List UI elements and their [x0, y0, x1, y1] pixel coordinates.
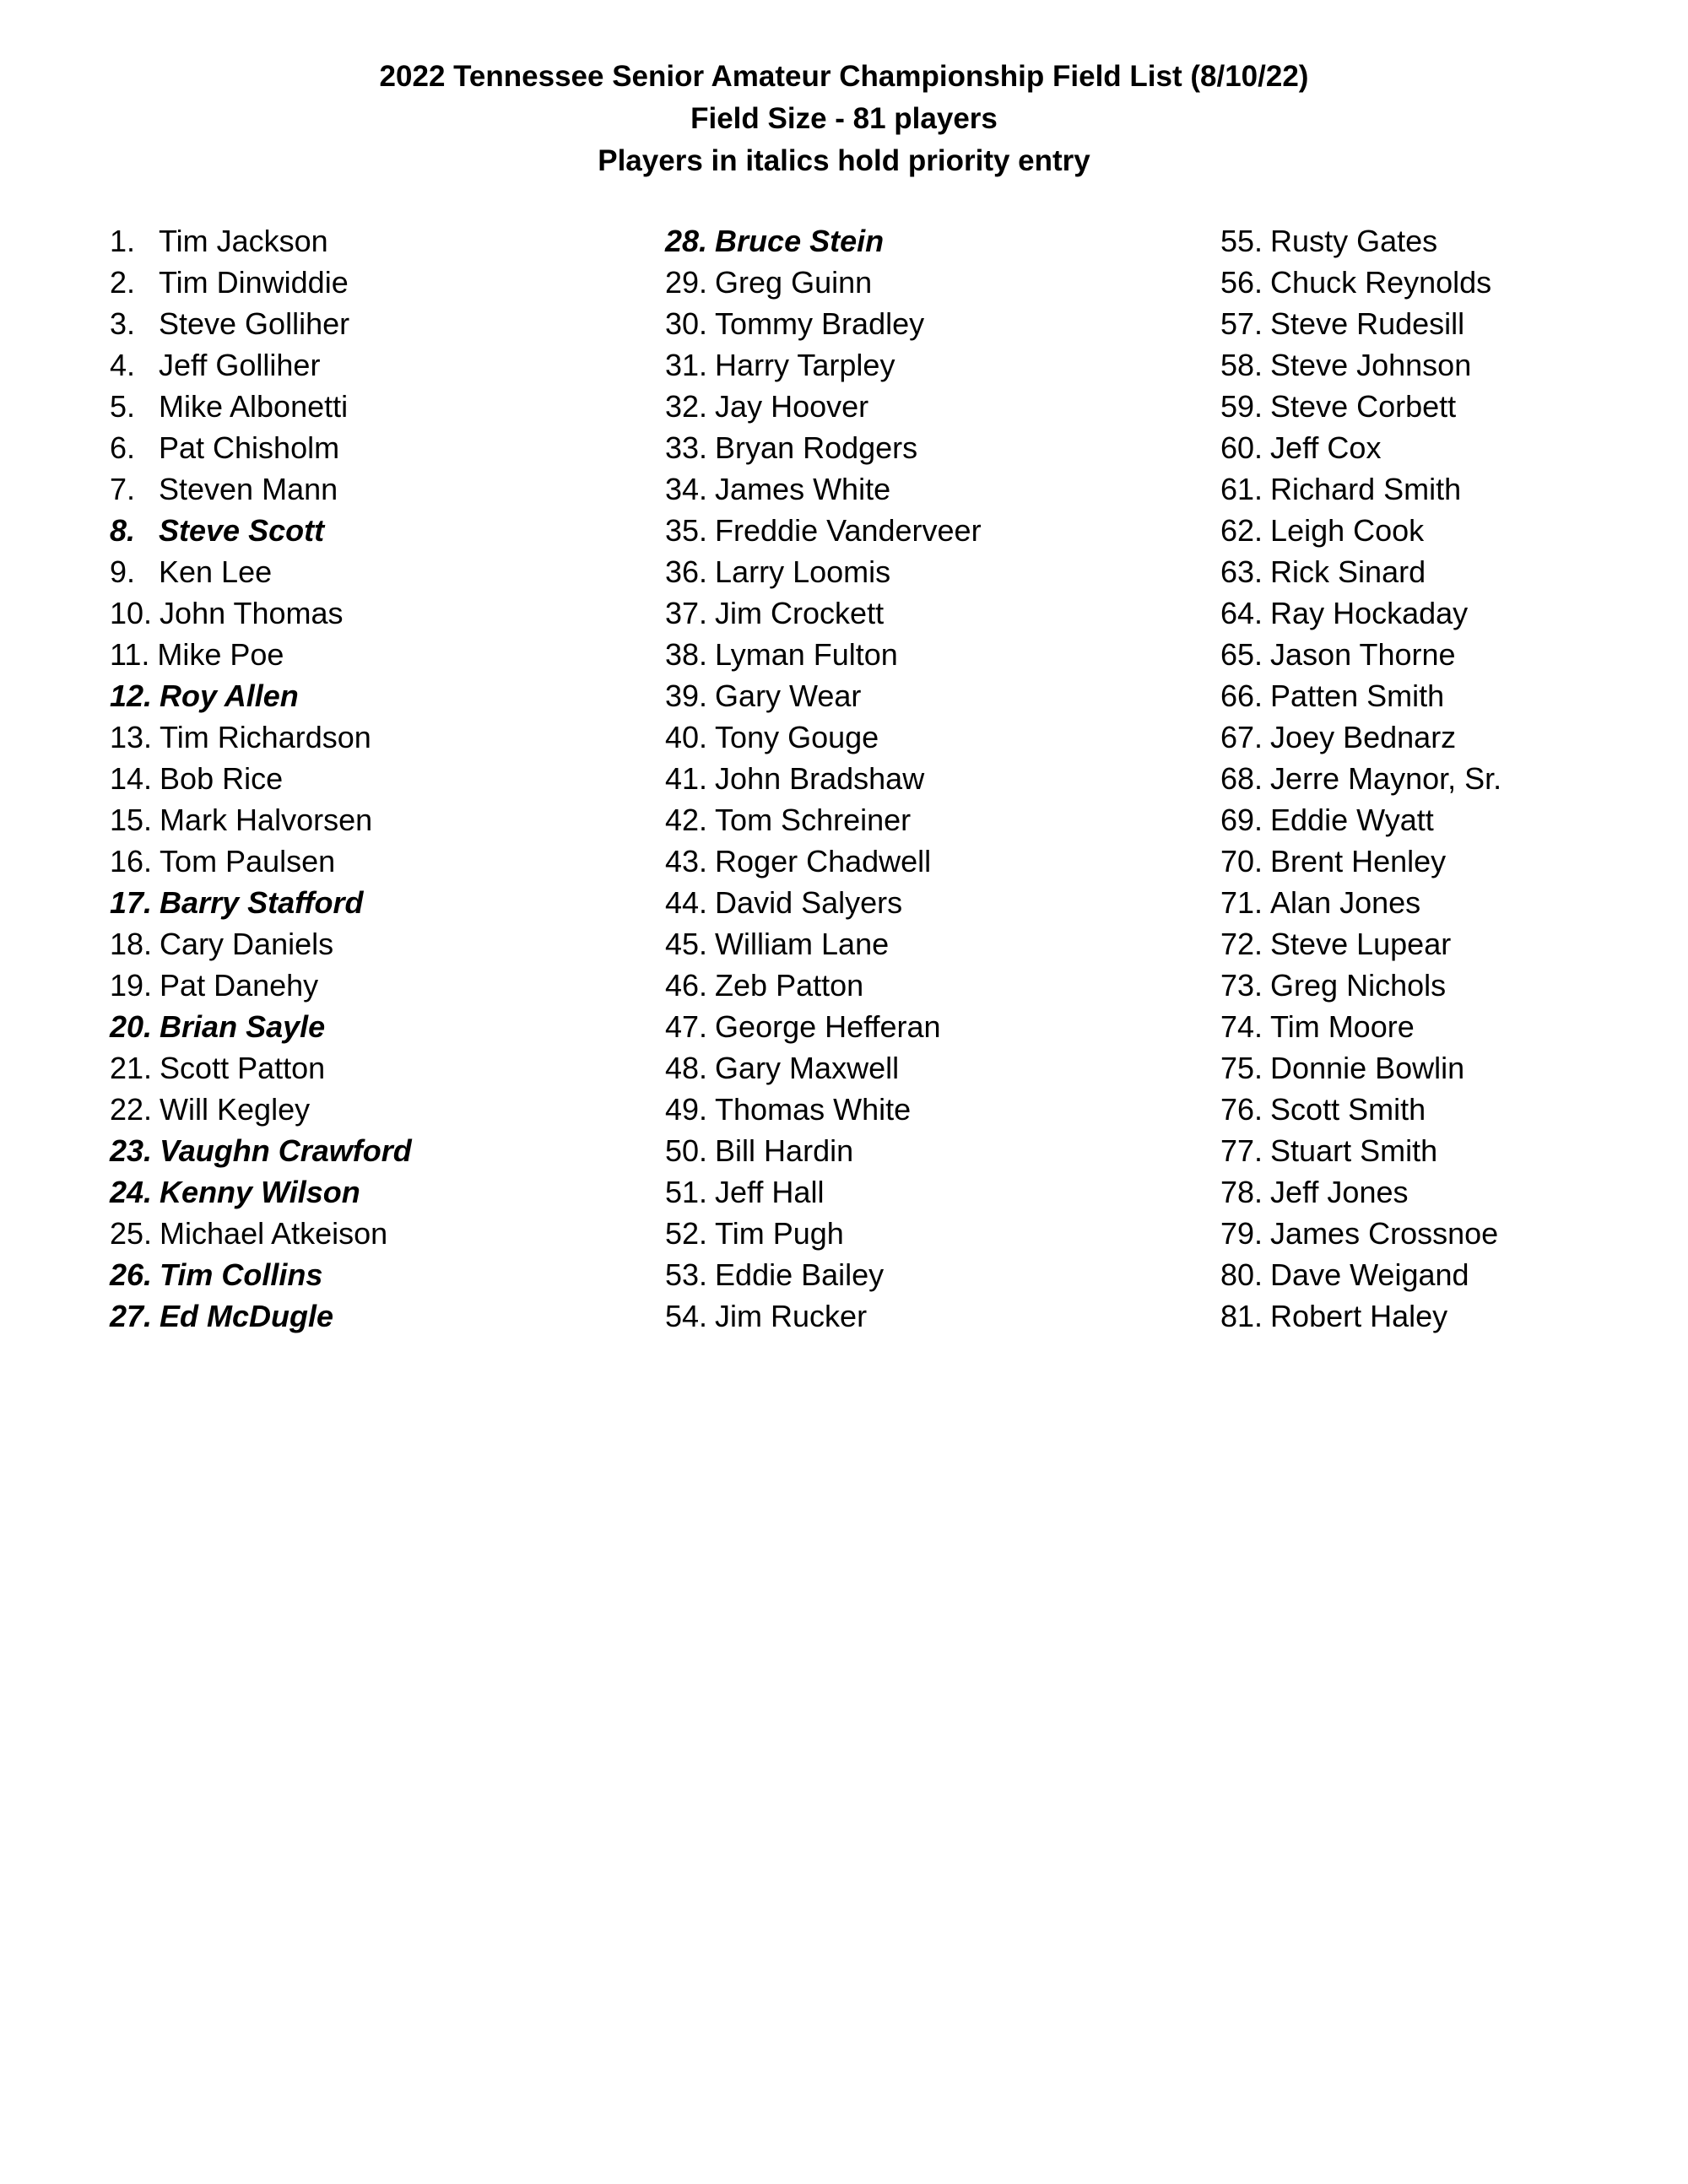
player-name: Vaughn Crawford: [160, 1133, 412, 1168]
player-number: 34.: [665, 472, 708, 506]
player-entry: [110, 1213, 650, 1254]
player-entry: [1220, 1213, 1688, 1254]
player-entry: [1220, 799, 1688, 841]
player-name: Bob Rice: [160, 761, 284, 796]
player-entry: [665, 592, 1205, 634]
player-name: Pat Danehy: [160, 968, 319, 1003]
player-entry: [110, 220, 650, 262]
player-number: 5.: [110, 389, 136, 424]
player-name: Jeff Jones: [1270, 1175, 1409, 1209]
player-number: 43.: [665, 844, 708, 878]
player-entry: [110, 634, 650, 675]
player-number: 7.: [110, 472, 136, 506]
player-name: Scott Patton: [160, 1051, 326, 1085]
player-entry: [1220, 303, 1688, 344]
player-name: Steve Golliher: [159, 306, 350, 341]
player-name: Richard Smith: [1270, 472, 1462, 506]
player-name: Bruce Stein: [715, 224, 885, 258]
player-number: 25.: [110, 1216, 153, 1251]
player-number: 76.: [1220, 1092, 1263, 1127]
player-number: 14.: [110, 761, 153, 796]
player-number: 64.: [1220, 596, 1263, 630]
player-name: Cary Daniels: [160, 927, 334, 961]
player-name: Tommy Bradley: [715, 306, 925, 341]
player-entry: [1220, 716, 1688, 758]
player-entry: [1220, 220, 1688, 262]
player-number: 27.: [110, 1299, 153, 1333]
player-entry: [665, 923, 1205, 965]
player-entry: [110, 386, 650, 427]
player-name: Tim Dinwiddie: [159, 265, 349, 300]
player-number: 68.: [1220, 761, 1263, 796]
player-name: Brian Sayle: [160, 1009, 326, 1044]
player-number: 47.: [665, 1009, 708, 1044]
player-entry: [1220, 1130, 1688, 1171]
player-entry: [665, 1047, 1205, 1089]
player-name: Greg Guinn: [715, 265, 873, 300]
player-entry: [1220, 427, 1688, 468]
player-entry: [110, 923, 650, 965]
player-entry: [665, 386, 1205, 427]
player-entry: [665, 675, 1205, 716]
player-name: Tom Schreiner: [715, 803, 912, 837]
player-entry: [110, 1006, 650, 1047]
player-entry: [110, 882, 650, 923]
player-number: 36.: [665, 554, 708, 589]
player-name: Zeb Patton: [715, 968, 864, 1003]
player-entry: [665, 1254, 1205, 1295]
player-name: Mike Albonetti: [159, 389, 349, 424]
player-entry: [665, 1171, 1205, 1213]
player-number: 22.: [110, 1092, 153, 1127]
player-name: Brent Henley: [1270, 844, 1447, 878]
player-number: 39.: [665, 678, 708, 713]
player-name: Ray Hockaday: [1270, 596, 1469, 630]
player-name: Lyman Fulton: [715, 637, 898, 672]
player-entry: [110, 344, 650, 386]
player-name: Jeff Cox: [1270, 430, 1382, 465]
player-number: 26.: [110, 1257, 153, 1292]
player-entry: [665, 841, 1205, 882]
player-number: 3.: [110, 306, 136, 341]
player-number: 61.: [1220, 472, 1263, 506]
player-entry: [110, 1295, 650, 1337]
priority-note: Players in italics hold priority entry: [598, 144, 1090, 177]
player-entry: [110, 965, 650, 1006]
player-number: 52.: [665, 1216, 708, 1251]
player-name: Mike Poe: [157, 637, 284, 672]
player-name: Larry Loomis: [715, 554, 891, 589]
player-number: 63.: [1220, 554, 1263, 589]
player-name: Mark Halvorsen: [160, 803, 373, 837]
player-entry: [110, 303, 650, 344]
player-number: 23.: [110, 1133, 153, 1168]
player-name: Patten Smith: [1270, 678, 1445, 713]
player-name: Donnie Bowlin: [1270, 1051, 1465, 1085]
player-entry: [110, 262, 650, 303]
player-entry: [665, 882, 1205, 923]
player-number: 53.: [665, 1257, 708, 1292]
player-number: 58.: [1220, 348, 1263, 382]
player-name: Harry Tarpley: [715, 348, 895, 382]
player-entry: [1220, 262, 1688, 303]
player-number: 73.: [1220, 968, 1263, 1003]
player-entry: [665, 716, 1205, 758]
player-entry: [665, 468, 1205, 510]
player-name: Steve Rudesill: [1270, 306, 1465, 341]
player-entry: [1220, 1006, 1688, 1047]
player-entry: [665, 510, 1205, 551]
player-name: Roger Chadwell: [715, 844, 932, 878]
player-entry: [1220, 923, 1688, 965]
player-entry: [1220, 841, 1688, 882]
player-entry: [110, 841, 650, 882]
player-entry: [1220, 634, 1688, 675]
player-entry: [110, 1171, 650, 1213]
player-entry: [110, 1130, 650, 1171]
player-number: 65.: [1220, 637, 1263, 672]
player-entry: [110, 427, 650, 468]
player-name: Tony Gouge: [715, 720, 879, 754]
player-entry: [665, 1130, 1205, 1171]
player-entry: [110, 468, 650, 510]
player-number: 55.: [1220, 224, 1263, 258]
player-name: Robert Haley: [1270, 1299, 1448, 1333]
player-entry: [110, 592, 650, 634]
player-number: 13.: [110, 720, 153, 754]
player-number: 8.: [110, 513, 136, 548]
player-name: Ed McDugle: [160, 1299, 334, 1333]
player-entry: [110, 675, 650, 716]
player-entry: [1220, 551, 1688, 592]
player-name: Steve Lupear: [1270, 927, 1452, 961]
player-name: Eddie Wyatt: [1270, 803, 1434, 837]
player-entry: [110, 510, 650, 551]
player-number: 79.: [1220, 1216, 1263, 1251]
player-number: 11.: [110, 637, 150, 672]
player-entry: [1220, 510, 1688, 551]
player-entry: [1220, 882, 1688, 923]
player-number: 2.: [110, 265, 136, 300]
player-number: 28.: [665, 224, 708, 258]
player-entry: [110, 758, 650, 799]
player-column-2: [665, 220, 1205, 1337]
player-column-1: [110, 220, 650, 1337]
player-entry: [1220, 1254, 1688, 1295]
player-number: 70.: [1220, 844, 1263, 878]
player-entry: [110, 1254, 650, 1295]
player-name: Kenny Wilson: [160, 1175, 360, 1209]
player-number: 40.: [665, 720, 708, 754]
player-number: 24.: [110, 1175, 153, 1209]
player-name: Rick Sinard: [1270, 554, 1426, 589]
player-name: James Crossnoe: [1270, 1216, 1499, 1251]
player-number: 9.: [110, 554, 136, 589]
player-entry: [1220, 344, 1688, 386]
player-number: 1.: [110, 224, 136, 258]
player-number: 20.: [110, 1009, 153, 1044]
player-number: 38.: [665, 637, 708, 672]
document-title: 2022 Tennessee Senior Amateur Championship Field List (8/10/22): [379, 60, 1309, 93]
player-name: Rusty Gates: [1270, 224, 1438, 258]
player-name: John Bradshaw: [715, 761, 925, 796]
player-number: 37.: [665, 596, 708, 630]
player-name: Will Kegley: [160, 1092, 311, 1127]
player-number: 69.: [1220, 803, 1263, 837]
player-entry: [110, 1089, 650, 1130]
player-number: 46.: [665, 968, 708, 1003]
player-name: Tim Moore: [1270, 1009, 1415, 1044]
player-number: 17.: [110, 885, 153, 920]
player-name: Jeff Golliher: [159, 348, 321, 382]
player-number: 72.: [1220, 927, 1263, 961]
player-entry: [665, 1089, 1205, 1130]
field-size: Field Size - 81 players: [690, 102, 998, 135]
player-entry: [665, 758, 1205, 799]
player-number: 44.: [665, 885, 708, 920]
player-number: 32.: [665, 389, 708, 424]
player-name: George Hefferan: [715, 1009, 941, 1044]
player-number: 54.: [665, 1299, 708, 1333]
document-header: [0, 56, 1688, 182]
player-name: Dave Weigand: [1270, 1257, 1469, 1292]
player-name: Steve Scott: [159, 513, 325, 548]
player-name: Greg Nichols: [1270, 968, 1447, 1003]
player-name: Barry Stafford: [160, 885, 364, 920]
player-number: 18.: [110, 927, 153, 961]
player-number: 31.: [665, 348, 708, 382]
player-name: Jeff Hall: [715, 1175, 825, 1209]
player-name: Tim Richardson: [160, 720, 371, 754]
player-number: 19.: [110, 968, 153, 1003]
player-number: 50.: [665, 1133, 708, 1168]
player-entry: [665, 427, 1205, 468]
player-number: 62.: [1220, 513, 1263, 548]
player-number: 10.: [110, 596, 153, 630]
player-name: Roy Allen: [160, 678, 299, 713]
player-entry: [665, 1295, 1205, 1337]
player-name: Tim Collins: [160, 1257, 323, 1292]
player-name: Thomas White: [715, 1092, 912, 1127]
player-name: Michael Atkeison: [160, 1216, 388, 1251]
player-entry: [1220, 1171, 1688, 1213]
player-entry: [665, 1006, 1205, 1047]
player-number: 41.: [665, 761, 708, 796]
player-name: Joey Bednarz: [1270, 720, 1457, 754]
player-number: 59.: [1220, 389, 1263, 424]
player-number: 71.: [1220, 885, 1263, 920]
player-name: Tom Paulsen: [160, 844, 336, 878]
player-entry: [110, 1047, 650, 1089]
player-entry: [1220, 468, 1688, 510]
player-number: 74.: [1220, 1009, 1263, 1044]
player-entry: [665, 344, 1205, 386]
player-entry: [1220, 1295, 1688, 1337]
player-name: Eddie Bailey: [715, 1257, 885, 1292]
player-number: 57.: [1220, 306, 1263, 341]
player-entry: [110, 799, 650, 841]
player-name: Steve Corbett: [1270, 389, 1457, 424]
player-entry: [665, 965, 1205, 1006]
player-number: 6.: [110, 430, 136, 465]
player-number: 48.: [665, 1051, 708, 1085]
player-number: 80.: [1220, 1257, 1263, 1292]
player-number: 12.: [110, 678, 153, 713]
player-number: 56.: [1220, 265, 1263, 300]
player-number: 35.: [665, 513, 708, 548]
player-number: 21.: [110, 1051, 153, 1085]
player-name: Gary Maxwell: [715, 1051, 900, 1085]
player-entry: [665, 551, 1205, 592]
player-name: Steven Mann: [159, 472, 338, 506]
player-number: 77.: [1220, 1133, 1263, 1168]
player-name: Jim Crockett: [715, 596, 885, 630]
player-entry: [665, 1213, 1205, 1254]
player-name: Freddie Vanderveer: [715, 513, 982, 548]
player-number: 29.: [665, 265, 708, 300]
player-name: John Thomas: [160, 596, 344, 630]
player-number: 42.: [665, 803, 708, 837]
player-number: 30.: [665, 306, 708, 341]
player-name: Bryan Rodgers: [715, 430, 918, 465]
player-name: Ken Lee: [159, 554, 273, 589]
player-number: 4.: [110, 348, 136, 382]
player-name: Steve Johnson: [1270, 348, 1472, 382]
player-entry: [665, 799, 1205, 841]
player-name: Tim Pugh: [715, 1216, 844, 1251]
player-number: 33.: [665, 430, 708, 465]
player-entry: [1220, 386, 1688, 427]
player-entry: [1220, 1089, 1688, 1130]
player-entry: [110, 551, 650, 592]
player-number: 45.: [665, 927, 708, 961]
player-entry: [1220, 965, 1688, 1006]
player-number: 51.: [665, 1175, 708, 1209]
player-name: David Salyers: [715, 885, 903, 920]
player-entry: [1220, 592, 1688, 634]
player-name: James White: [715, 472, 891, 506]
player-number: 15.: [110, 803, 153, 837]
player-number: 78.: [1220, 1175, 1263, 1209]
player-number: 16.: [110, 844, 153, 878]
player-name: Jim Rucker: [715, 1299, 868, 1333]
player-entry: [110, 716, 650, 758]
player-entry: [1220, 758, 1688, 799]
player-name: Alan Jones: [1270, 885, 1421, 920]
player-entry: [665, 220, 1205, 262]
player-number: 60.: [1220, 430, 1263, 465]
player-name: Bill Hardin: [715, 1133, 854, 1168]
player-entry: [665, 634, 1205, 675]
player-name: Stuart Smith: [1270, 1133, 1438, 1168]
player-column-3: [1220, 220, 1688, 1337]
player-name: Leigh Cook: [1270, 513, 1425, 548]
player-name: Jason Thorne: [1270, 637, 1456, 672]
player-name: William Lane: [715, 927, 890, 961]
player-name: Pat Chisholm: [159, 430, 340, 465]
player-number: 66.: [1220, 678, 1263, 713]
player-number: 67.: [1220, 720, 1263, 754]
player-entry: [665, 262, 1205, 303]
player-entry: [1220, 1047, 1688, 1089]
player-name: Tim Jackson: [159, 224, 328, 258]
player-number: 49.: [665, 1092, 708, 1127]
player-name: Jerre Maynor, Sr.: [1270, 761, 1502, 796]
player-entry: [665, 303, 1205, 344]
player-name: Chuck Reynolds: [1270, 265, 1492, 300]
player-entry: [1220, 675, 1688, 716]
player-number: 81.: [1220, 1299, 1263, 1333]
player-name: Gary Wear: [715, 678, 862, 713]
player-name: Scott Smith: [1270, 1092, 1426, 1127]
player-name: Jay Hoover: [715, 389, 869, 424]
player-number: 75.: [1220, 1051, 1263, 1085]
